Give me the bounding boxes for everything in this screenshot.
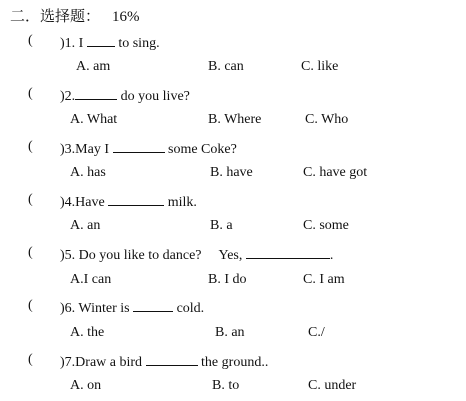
stem-close-paren: ): [60, 301, 65, 316]
stem-text: 4.Have: [64, 195, 105, 210]
stem-text-after: milk.: [167, 195, 197, 210]
option-b[interactable]: B. a: [210, 218, 233, 233]
option-c[interactable]: C. like: [301, 59, 339, 74]
option-c[interactable]: C. under: [308, 378, 357, 393]
options-7: [0, 378, 466, 398]
question-stem: [60, 298, 204, 317]
stem-text: 7.Draw a bird: [64, 355, 143, 370]
stem-text: 1. I: [64, 36, 84, 51]
option-b[interactable]: B. can: [208, 59, 244, 74]
stem-close-paren: ): [60, 195, 65, 210]
section-heading: [10, 5, 140, 26]
options-2: [0, 112, 466, 132]
question-stem: [60, 33, 160, 52]
option-b[interactable]: B. Where: [208, 112, 262, 127]
question-7: [0, 352, 466, 374]
option-a[interactable]: A. am: [76, 59, 111, 74]
question-stem: [60, 352, 268, 371]
question-1: [0, 33, 466, 55]
stem-text: 5. Do you like to dance? Yes,: [64, 248, 243, 263]
option-b[interactable]: B. I do: [208, 272, 247, 287]
answer-paren-open: (: [28, 352, 33, 367]
stem-text: 2.: [64, 89, 76, 104]
answer-blank[interactable]: [246, 245, 330, 259]
answer-paren-open: (: [28, 86, 33, 101]
option-b[interactable]: B. an: [215, 325, 245, 340]
option-b[interactable]: B. to: [212, 378, 240, 393]
question-stem: [60, 86, 190, 105]
answer-blank[interactable]: [75, 86, 117, 100]
answer-paren-open: (: [28, 139, 33, 154]
option-c[interactable]: C. some: [303, 218, 349, 233]
stem-text: 3.May I: [64, 142, 109, 157]
stem-text-after: do you live?: [120, 89, 190, 104]
answer-blank[interactable]: [146, 352, 198, 366]
question-5: [0, 245, 466, 267]
option-c[interactable]: C. have got: [303, 165, 368, 180]
answer-paren-open: (: [28, 33, 33, 48]
answer-blank[interactable]: [108, 192, 164, 206]
stem-text-after: the ground..: [201, 355, 269, 370]
question-stem: [60, 192, 197, 211]
answer-paren-open: (: [28, 245, 33, 260]
options-4: [0, 218, 466, 238]
option-a[interactable]: A. on: [70, 378, 102, 393]
option-c[interactable]: C./: [308, 325, 325, 340]
answer-blank[interactable]: [133, 298, 173, 312]
question-3: [0, 139, 466, 161]
stem-close-paren: ): [60, 355, 65, 370]
options-1: [0, 59, 466, 79]
answer-paren-open: (: [28, 192, 33, 207]
answer-blank[interactable]: [87, 33, 115, 47]
question-stem: [60, 245, 333, 264]
option-c[interactable]: C. Who: [305, 112, 349, 127]
question-6: [0, 298, 466, 320]
stem-text-after: cold.: [176, 301, 205, 316]
option-a[interactable]: A.I can: [70, 272, 112, 287]
answer-paren-open: (: [28, 298, 33, 313]
stem-close-paren: ): [60, 36, 65, 51]
option-c[interactable]: C. I am: [303, 272, 345, 287]
question-4: [0, 192, 466, 214]
stem-close-paren: ): [60, 89, 65, 104]
options-3: [0, 165, 466, 185]
option-a[interactable]: A. has: [70, 165, 106, 180]
stem-close-paren: ): [60, 248, 65, 263]
options-5: [0, 272, 466, 292]
option-a[interactable]: A. an: [70, 218, 101, 233]
answer-blank[interactable]: [113, 139, 165, 153]
options-6: [0, 325, 466, 345]
stem-text-after: some Coke?: [168, 142, 237, 157]
stem-close-paren: ): [60, 142, 65, 157]
option-b[interactable]: B. have: [210, 165, 253, 180]
option-a[interactable]: A. the: [70, 325, 105, 340]
question-stem: [60, 139, 237, 158]
section-score: 16%: [112, 9, 140, 25]
stem-text-after: to sing.: [118, 36, 160, 51]
option-a[interactable]: A. What: [70, 112, 118, 127]
stem-text: 6. Winter is: [64, 301, 130, 316]
section-title: 二．选择题：: [10, 9, 101, 25]
question-2: [0, 86, 466, 108]
stem-text-after: .: [329, 248, 334, 263]
